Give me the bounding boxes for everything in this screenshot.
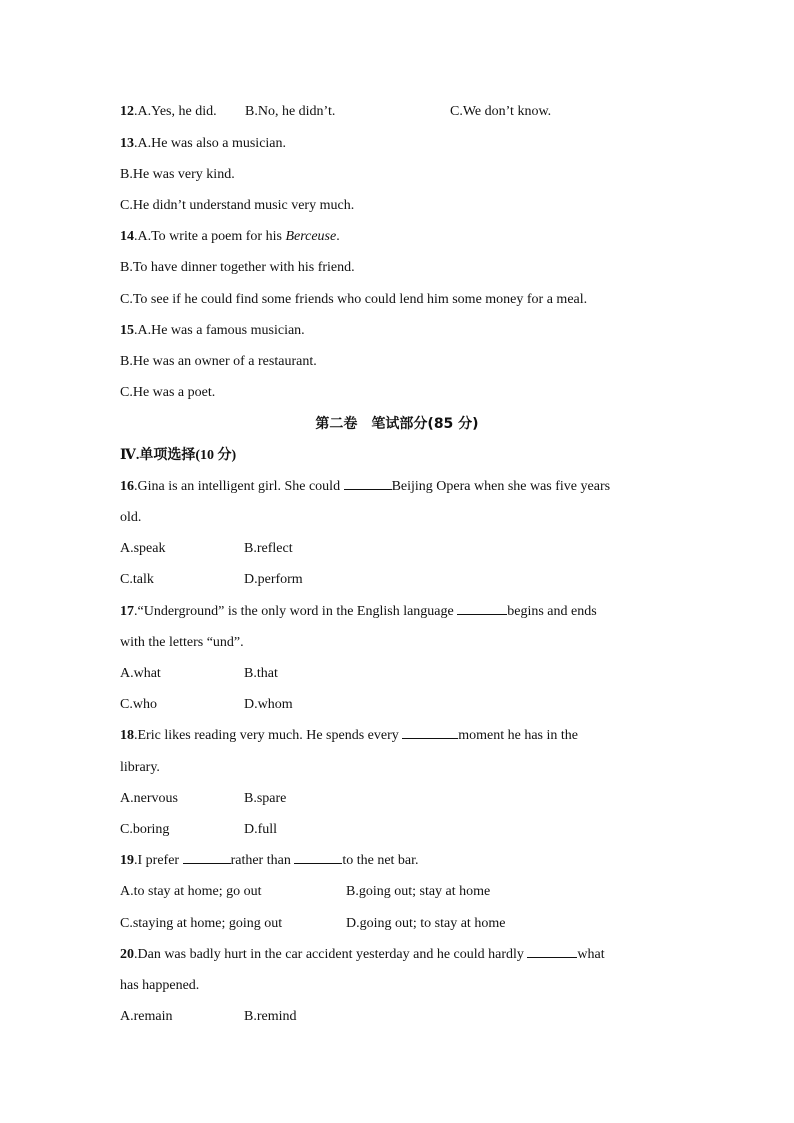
question-16-stem — [120, 477, 672, 497]
section-four-heading: Ⅳ.单项选择(10 分) — [120, 448, 237, 463]
question-number: 20 — [120, 947, 134, 962]
question-number: 15 — [120, 323, 134, 338]
question-18-options-cd — [120, 820, 672, 840]
stem-text: .Gina is an intelligent girl. She could — [134, 479, 344, 494]
question-14-option-c: C.To see if he could find some friends who could lend him some money for a meal. — [120, 292, 588, 307]
stem-text: .Eric likes reading very much. He spends every — [134, 728, 403, 743]
stem-text: to the net bar. — [342, 853, 419, 868]
question-16-options-ab — [120, 539, 672, 559]
option-b: B.that — [244, 666, 278, 681]
stem-text: Beijing Opera when she was five years — [391, 479, 611, 494]
answer-blank — [344, 477, 392, 490]
stem-text: what — [577, 947, 605, 962]
option-a-text: .A.To write a poem for his — [134, 229, 286, 244]
part-two-heading: 第二卷 笔试部分(85 分) — [315, 416, 479, 432]
option-a: A.speak — [120, 541, 166, 556]
question-16-stem-cont: old. — [120, 510, 142, 525]
stem-text: moment he has in the — [458, 728, 579, 743]
option-c: C.We don’t know. — [450, 104, 552, 119]
option-a: .A.Yes, he did. — [134, 104, 217, 119]
option-a: A.nervous — [120, 791, 178, 806]
question-17-stem-cont: with the letters “und”. — [120, 635, 244, 650]
answer-blank-1 — [183, 851, 231, 864]
option-b: B.No, he didn’t. — [245, 104, 336, 119]
option-b: B.going out; stay at home — [346, 884, 491, 899]
question-13-option-b: B.He was very kind. — [120, 167, 235, 182]
question-17-stem — [120, 602, 672, 622]
option-b: B.spare — [244, 791, 287, 806]
question-15-option-c: C.He was a poet. — [120, 385, 216, 400]
question-20-options-ab — [120, 1007, 672, 1027]
question-number: 18 — [120, 728, 134, 743]
option-b: B.remind — [244, 1009, 297, 1024]
question-20-stem-cont: has happened. — [120, 978, 200, 993]
question-19-options-ab — [120, 882, 672, 902]
option-c: C.who — [120, 697, 157, 712]
answer-blank-2 — [294, 851, 342, 864]
option-a-text: .A.He was a famous musician. — [134, 323, 305, 338]
question-18-stem-cont: library. — [120, 760, 160, 775]
question-number: 19 — [120, 853, 134, 868]
question-14-option-b: B.To have dinner together with his friend. — [120, 260, 355, 275]
question-19-stem — [120, 851, 672, 871]
question-18-stem — [120, 726, 672, 746]
question-20-stem — [120, 945, 672, 965]
question-18-options-ab — [120, 789, 672, 809]
stem-text: rather than — [230, 853, 295, 868]
stem-text: .Dan was badly hurt in the car accident yesterday and he could hardly — [134, 947, 528, 962]
option-c: C.boring — [120, 822, 170, 837]
option-d: D.whom — [244, 697, 293, 712]
question-19-options-cd — [120, 914, 672, 934]
question-14-option-a — [120, 227, 672, 247]
question-17-options-ab — [120, 664, 672, 684]
option-d: D.perform — [244, 572, 303, 587]
question-number: 13 — [120, 136, 134, 151]
answer-blank — [457, 602, 507, 615]
question-15-option-a — [120, 321, 672, 341]
option-a: A.remain — [120, 1009, 173, 1024]
question-16-options-cd — [120, 570, 672, 590]
question-12 — [120, 102, 672, 122]
stem-text: .“Underground” is the only word in the English language — [134, 604, 458, 619]
italic-title: Berceuse — [285, 229, 337, 244]
option-c: C.talk — [120, 572, 154, 587]
option-b: B.reflect — [244, 541, 293, 556]
answer-blank — [527, 945, 577, 958]
option-c: C.staying at home; going out — [120, 916, 283, 931]
option-a-end: . — [336, 229, 340, 244]
question-number: 14 — [120, 229, 134, 244]
question-number: 12 — [120, 104, 134, 119]
question-17-options-cd — [120, 695, 672, 715]
option-a: A.to stay at home; go out — [120, 884, 262, 899]
option-d: D.going out; to stay at home — [346, 916, 506, 931]
stem-text: begins and ends — [507, 604, 597, 619]
question-number: 17 — [120, 604, 134, 619]
question-13-option-a — [120, 134, 672, 154]
option-a-text: .A.He was also a musician. — [134, 136, 287, 151]
answer-blank — [402, 726, 458, 739]
stem-text: .I prefer — [134, 853, 183, 868]
question-number: 16 — [120, 479, 134, 494]
question-15-option-b: B.He was an owner of a restaurant. — [120, 354, 317, 369]
question-13-option-c: C.He didn’t understand music very much. — [120, 198, 355, 213]
option-a: A.what — [120, 666, 161, 681]
option-d: D.full — [244, 822, 278, 837]
